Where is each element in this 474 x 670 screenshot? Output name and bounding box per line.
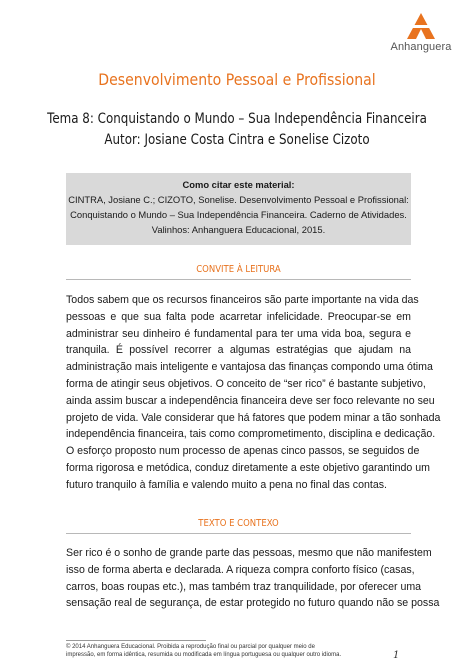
text-line: isso de forma aberta e declarada. A riqueza compra conforto físico (casas, bbox=[66, 563, 415, 576]
footer-line: impressão, em forma idêntica, resumida ou modificada em língua portuguesa ou qualquer outro idioma. bbox=[66, 652, 342, 658]
citation-box bbox=[66, 173, 411, 245]
footer-line: © 2014 Anhanguera Educacional. Proibida a reprodução final ou parcial por qualquer meio de bbox=[66, 644, 315, 650]
paragraph-convite bbox=[66, 292, 441, 494]
text-line: carros, boas roupas etc.), mas também traz tranquilidade, por oferecer uma bbox=[66, 580, 422, 593]
text-line: ainda assim buscar a independência financeira deve ser foco relevante no seu bbox=[66, 394, 435, 407]
theme-title: Tema 8: Conquistando o Mundo – Sua Independência Financeira bbox=[47, 111, 427, 127]
section-divider bbox=[66, 533, 411, 534]
text-line: forma rigorosa e metódica, conduz diretamente a este objetivo garantindo um bbox=[66, 461, 430, 474]
anhanguera-logo-icon bbox=[406, 12, 436, 40]
text-line: independência financeira, tais como comprometimento, disciplina e dedicação. bbox=[66, 428, 436, 441]
footer-copyright bbox=[66, 643, 386, 659]
text-line: Ser rico é o sonho de grande parte das pessoas, mesmo que não manifestem bbox=[66, 547, 432, 559]
text-line: pessoas e que sua falta pode acarretar infelicidade. Preocupar-se em bbox=[66, 310, 411, 323]
footer-divider bbox=[66, 640, 206, 641]
citation-line: CINTRA, Josiane C.; CIZOTO, Sonelise. Desenvolvimento Pessoal e Profissional: bbox=[68, 194, 409, 205]
paragraph-texto bbox=[66, 545, 440, 612]
text-line: administrar seu dinheiro é fundamental para ter uma vida boa, segura e bbox=[66, 327, 411, 340]
text-line: tranquila. É possível recorrer a algumas estratégias que ajudam na bbox=[66, 344, 411, 357]
text-line: sensação real de segurança, de estar protegido no futuro quando não se possa bbox=[66, 597, 440, 610]
text-line: administração mais inteligente e vantajosa das finanças compondo uma ótima bbox=[66, 361, 433, 374]
text-line: forma de atingir seus objetivos. O conceito de “ser rico” é bastante subjetivo, bbox=[66, 377, 426, 390]
anhanguera-logo bbox=[386, 12, 456, 53]
citation-line: Valinhos: Anhanguera Educacional, 2015. bbox=[151, 224, 326, 235]
section-heading-convite: CONVITE À LEITURA bbox=[196, 264, 281, 275]
text-line: projeto de vida. Vale considerar que há fatores que podem minar a tão sonhada bbox=[66, 411, 441, 424]
section-divider bbox=[66, 279, 411, 280]
citation-heading: Como citar este material: bbox=[182, 179, 295, 190]
document-title: Desenvolvimento Pessoal e Profissional bbox=[98, 70, 376, 89]
logo-text: Anhanguera bbox=[390, 41, 452, 53]
text-line: futuro tranquilo à família e valendo muito a pena no final das contas. bbox=[66, 478, 387, 491]
page-number: 1 bbox=[393, 650, 400, 661]
text-line: Todos sabem que os recursos financeiros são parte importante na vida das bbox=[66, 294, 419, 306]
section-heading-texto: TEXTO E CONTEXO bbox=[198, 518, 279, 529]
text-line: O esforço proposto num processo de apenas cinco passos, se seguidos de bbox=[66, 445, 420, 458]
authors-line: Autor: Josiane Costa Cintra e Sonelise Cizoto bbox=[104, 132, 370, 148]
citation-line: Conquistando o Mundo – Sua Independência Financeira. Caderno de Atividades. bbox=[70, 209, 407, 220]
